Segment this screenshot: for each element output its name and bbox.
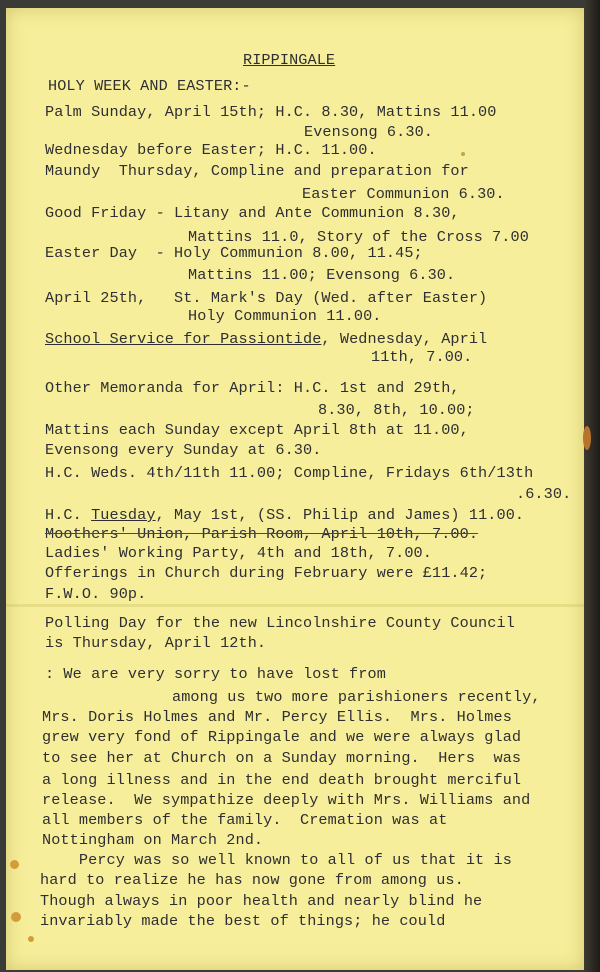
hc-weds-time: .6.30. <box>516 485 572 503</box>
tuesday-word: Tuesday <box>91 506 156 524</box>
good-friday-line: Good Friday - Litany and Ante Communion 8.30, <box>45 204 460 222</box>
tuesday-line <box>45 505 524 525</box>
edge-stain <box>583 426 591 450</box>
easter-day-mattins: Mattins 11.00; Evensong 6.30. <box>188 266 456 284</box>
mothers-union-line: Moothers' Union, Parish Room, April 10th, 7.00. <box>45 525 479 543</box>
april-25-line: April 25th, St. Mark's Day (Wed. after Easter) <box>45 289 488 307</box>
stain-spot <box>11 912 21 922</box>
polling-day-line: Polling Day for the new Lincolnshire County Council <box>45 614 515 632</box>
memoriam-line-3: Mrs. Doris Holmes and Mr. Percy Ellis. Mrs. Holmes <box>42 708 512 726</box>
paper-fold <box>6 604 584 607</box>
percy-line-4: invariably made the best of things; he could <box>40 912 446 930</box>
evensong-line: Evensong every Sunday at 6.30. <box>45 441 322 459</box>
ladies-party-line: Ladies' Working Party, 4th and 18th, 7.00. <box>45 544 432 562</box>
maundy-line: Maundy Thursday, Compline and preparation for <box>45 162 469 180</box>
memoriam-line-2: among us two more parishioners recently, <box>172 688 541 706</box>
percy-line-3: Though always in poor health and nearly blind he <box>40 892 483 910</box>
percy-line-2: hard to realize he has now gone from among us. <box>40 871 464 889</box>
memoriam-line-7: release. We sympathize deeply with Mrs. Williams and <box>42 791 531 809</box>
percy-line-1: Percy was so well known to all of us that it is <box>42 851 512 869</box>
palm-sunday-line: Palm Sunday, April 15th; H.C. 8.30, Mattins 11.00 <box>45 103 497 121</box>
easter-day-line: Easter Day - Holy Communion 8.00, 11.45; <box>45 244 423 262</box>
mattins-line: Mattins each Sunday except April 8th at 11.00, <box>45 421 469 439</box>
april-25-communion: Holy Communion 11.00. <box>188 307 382 325</box>
tuesday-details: , May 1st, (SS. Philip and James) 11.00. <box>155 506 525 524</box>
memoranda-times: 8.30, 8th, 10.00; <box>318 401 475 419</box>
school-service-line <box>45 329 487 349</box>
memoriam-line <box>45 664 386 684</box>
hc-weds-line: H.C. Weds. 4th/11th 11.00; Compline, Fridays 6th/13th <box>45 464 534 482</box>
tuesday-prefix: H.C. <box>45 506 92 524</box>
school-service-label: School Service for Passiontide <box>45 330 322 348</box>
school-service-date: , Wednesday, April <box>321 330 488 348</box>
stain-spot <box>461 152 465 156</box>
maundy-communion: Easter Communion 6.30. <box>302 185 505 203</box>
polling-day-date: is Thursday, April 12th. <box>45 634 267 652</box>
offerings-line: Offerings in Church during February were £11.42; <box>45 564 488 582</box>
memoranda-line: Other Memoranda for April: H.C. 1st and 29th, <box>45 379 460 397</box>
memoriam-line-9: Nottingham on March 2nd. <box>42 831 264 849</box>
memoriam-text: : We are very sorry to have lost from <box>45 665 386 683</box>
wednesday-line: Wednesday before Easter; H.C. 11.00. <box>45 141 377 159</box>
stain-spot <box>10 860 19 869</box>
page-edge-shadow <box>584 0 600 972</box>
good-friday-mattins: Mattins 11.0, Story of the Cross 7.00 <box>188 228 529 246</box>
fwo-line: F.W.O. 90p. <box>45 585 147 603</box>
memoriam-line-5: to see her at Church on a Sunday morning. Hers was <box>42 749 522 767</box>
holy-week-heading: HOLY WEEK AND EASTER:- <box>48 77 251 95</box>
memoriam-line-6: a long illness and in the end death brought merciful <box>42 771 522 789</box>
palm-sunday-evensong: Evensong 6.30. <box>304 123 433 141</box>
memoriam-line-8: all members of the family. Cremation was at <box>42 811 448 829</box>
stain-spot <box>28 936 34 942</box>
memoriam-line-4: grew very fond of Rippingale and we were always glad <box>42 728 522 746</box>
school-service-time: 11th, 7.00. <box>371 348 473 366</box>
page-title: RIPPINGALE <box>243 51 336 69</box>
